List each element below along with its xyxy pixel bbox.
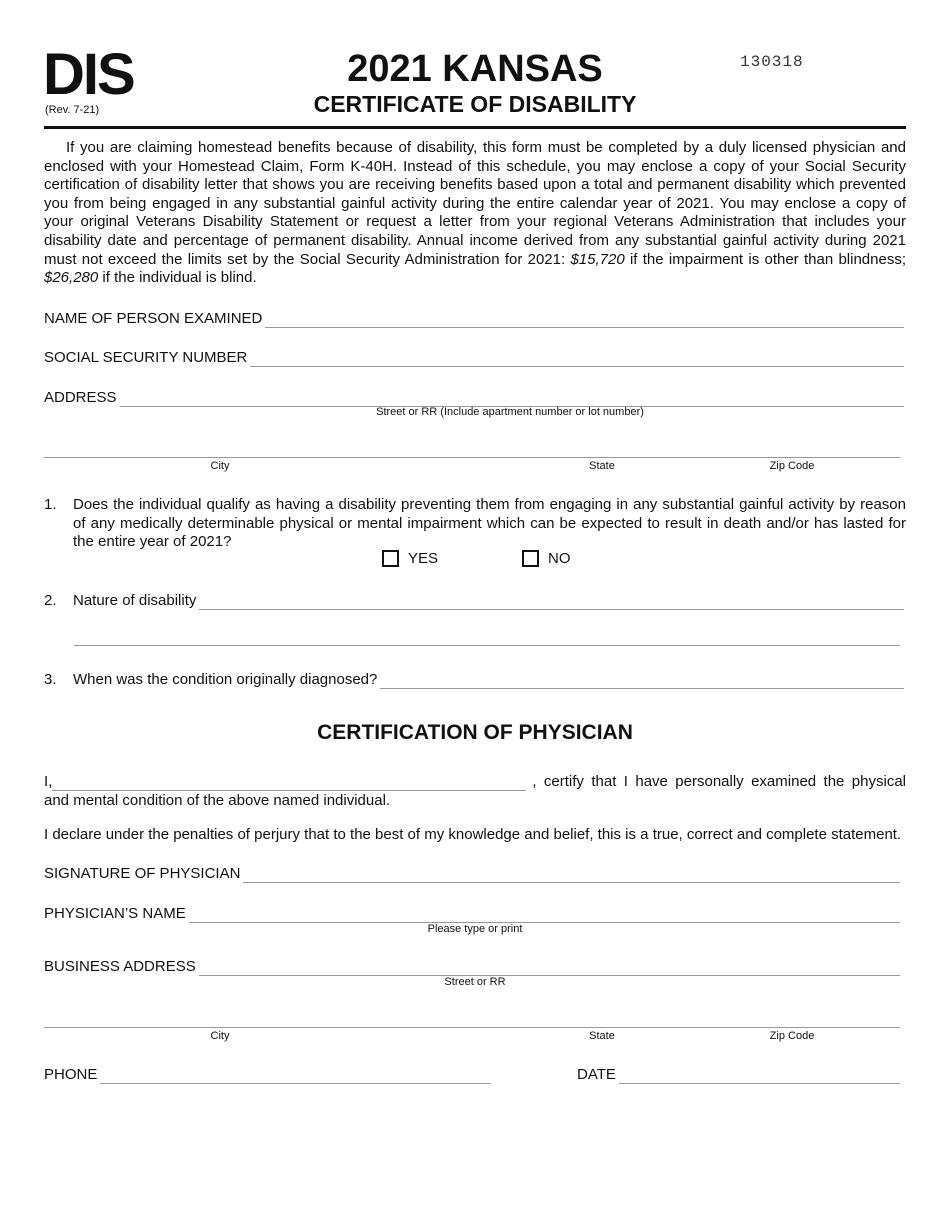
person-name-label: NAME OF PERSON EXAMINED [44,310,263,327]
business-address-label: BUSINESS ADDRESS [44,958,196,975]
question-1-text: Does the individual qualify as having a disability preventing them from engaging in any substantial gainful activity by reason of any medically determinable physical or mental impairment which can be expected to result in death and/or has lasted for the entire year of 2021? [73,496,906,551]
person-name-field[interactable] [265,313,904,328]
yes-option[interactable] [382,550,438,567]
income-limit-non-blind: $15,720 [570,250,625,268]
question-3-number: 3. [44,671,57,688]
instructions-text-3: if the individual is blind. [98,269,257,287]
certify-row [44,773,906,791]
certify-line-2: and mental condition of the above named individual. [44,792,391,809]
business-state-caption: State [589,1030,615,1042]
phone-row [44,1066,490,1084]
certify-prefix: I, [44,773,53,790]
address-city-state-zip-field[interactable] [44,457,900,458]
question-3-row [73,671,904,689]
no-option[interactable] [522,550,571,567]
yes-checkbox[interactable] [382,550,399,567]
ssn-row [44,349,904,367]
business-street-caption: Street or RR [444,976,506,988]
city-caption: City [210,460,230,472]
revision-label: (Rev. 7-21) [45,104,100,116]
question-3-text: When was the condition originally diagnosed? [73,671,378,688]
certify-suffix: , certify that I have personally examined the physical [532,773,906,790]
form-code: DIS [43,42,134,107]
physician-signature-field[interactable] [243,868,900,883]
no-checkbox[interactable] [522,550,539,567]
physician-name-field[interactable] [189,908,900,923]
zip-caption: Zip Code [769,460,815,472]
address-label: ADDRESS [44,389,117,406]
nature-of-disability-continued-field[interactable] [74,645,900,646]
physician-certify-name-field[interactable] [52,776,526,791]
date-label: DATE [577,1066,616,1083]
state-caption: State [589,460,615,472]
person-name-row [44,310,904,328]
street-caption: Street or RR (Include apartment number or lot number) [376,406,644,418]
address-row [44,389,904,407]
phone-field[interactable] [100,1069,490,1084]
income-limit-blind: $26,280 [44,269,99,287]
business-city-caption: City [210,1030,230,1042]
header-divider [44,126,906,129]
perjury-declaration: I declare under the penalties of perjury that to the best of my knowledge and belief, this is a true, correct and complete statement. [44,826,902,843]
ssn-label: SOCIAL SECURITY NUMBER [44,349,248,366]
ssn-field[interactable] [250,352,904,367]
diagnosis-date-field[interactable] [380,674,904,689]
physician-name-label: PHYSICIAN’S NAME [44,905,186,922]
signature-label: SIGNATURE OF PHYSICIAN [44,865,241,882]
physician-signature-row [44,865,900,883]
instructions-text-1: If you are claiming homestead benefits because of disability, this form must be completed by a duly licensed physician and enclosed with your Homestead Claim, Form K-40H. Instead of this schedule, you may enclose a copy of your Social Security certification of disability letter that shows you are receiving benefits based upon a total and permanent disability which prevented you from being engaged in any substantial gainful activity during the entire calendar year of 2021. You may enclose a copy of your original Veterans Disability Statement or request a letter from your regional Veterans Administration that includes your disability date and percentage of permanent disability. Annual income derived from any substantial gainful activity during 2021 must not exceed the limits set by the Social Security Administration for 2021: [44,139,906,268]
question-1-number: 1. [44,496,57,513]
address-street-field[interactable] [120,392,904,407]
nature-of-disability-field[interactable] [199,595,904,610]
question-2-number: 2. [44,592,57,609]
no-label: NO [548,550,571,567]
business-address-row [44,958,900,976]
date-row [577,1066,900,1084]
instructions-text-2: if the impairment is other than blindness; [624,250,906,268]
form-number: 130318 [740,53,804,71]
yes-label: YES [408,550,439,567]
date-field[interactable] [619,1069,900,1084]
physician-section-heading: CERTIFICATION OF PHYSICIAN [317,721,633,744]
physician-name-row [44,905,900,923]
form-subtitle: CERTIFICATE OF DISABILITY [313,91,637,117]
phone-label: PHONE [44,1066,98,1083]
instructions-paragraph [44,139,906,288]
type-or-print-caption: Please type or print [427,923,523,935]
question-2-row [73,592,904,610]
question-2-text: Nature of disability [73,592,197,609]
form-title: 2021 KANSAS [347,48,603,90]
business-zip-caption: Zip Code [769,1030,815,1042]
business-street-field[interactable] [199,961,900,976]
business-city-state-zip-field[interactable] [44,1027,900,1028]
